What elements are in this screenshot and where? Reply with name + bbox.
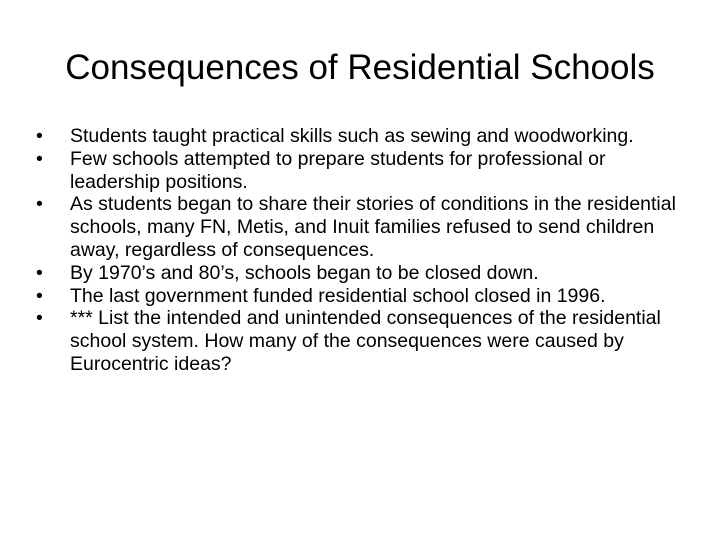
bullet-text: Few schools attempted to prepare students for professional or leadership positions. [70,147,606,193]
bullet-dot-icon: • [36,125,43,147]
bullet-text: As students began to share their stories of conditions in the residential schools, many FN, Metis, and Inuit families refused to send children away, regardless of consequences. [70,193,676,261]
bullet-item [36,285,686,308]
bullet-dot-icon: • [36,193,43,216]
bullet-text: *** List the intended and unintended consequences of the residential school system. How many of the consequences were caused by Eurocentric ideas? [70,307,661,375]
bullet-dot-icon: • [36,284,43,307]
bullet-list [36,125,686,376]
bullet-item [36,307,686,375]
bullet-dot-icon: • [36,147,43,170]
slide-title: Consequences of Residential Schools [65,48,655,87]
bullet-item [36,148,686,194]
bullet-text: Students taught practical skills such as sewing and woodworking. [70,125,634,147]
bullet-item [36,262,686,285]
bullet-dot-icon: • [36,307,43,330]
bullet-dot-icon: • [36,261,43,284]
bullet-item [36,193,686,261]
bullet-item [36,125,686,148]
bullet-text: By 1970’s and 80’s, schools began to be closed down. [70,261,539,284]
bullet-text: The last government funded residential school closed in 1996. [70,284,606,307]
